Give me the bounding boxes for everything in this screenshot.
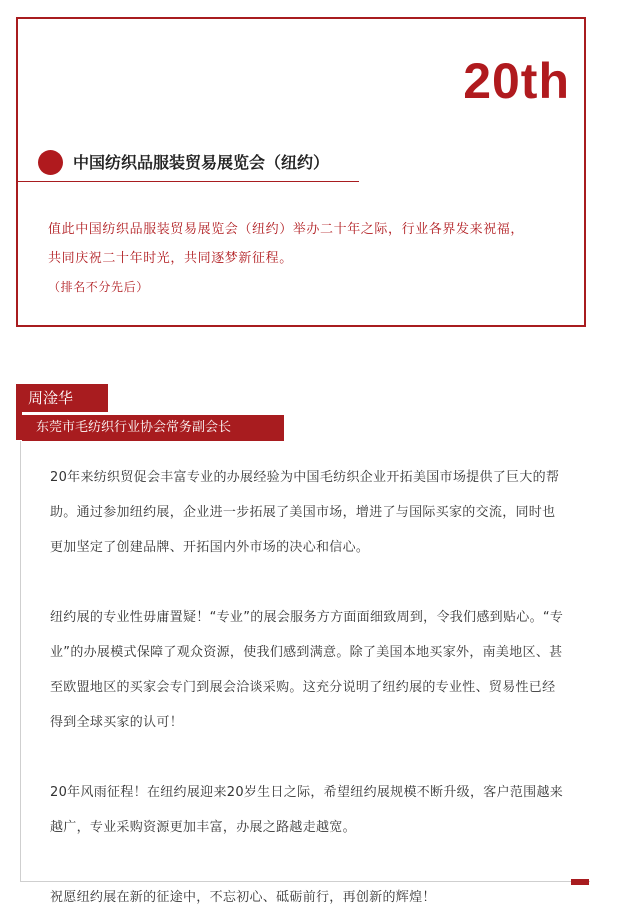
anniversary-badge: 20th <box>463 53 570 109</box>
message-paragraph: 祝愿纽约展在新的征途中，不忘初心、砥砺前行，再创新的辉煌！ <box>50 890 436 905</box>
intro-text <box>48 215 568 302</box>
person-title: 东莞市毛纺织行业协会常务副会长 <box>22 415 284 441</box>
message-paragraph: 纽约展的专业性毋庸置疑！“专业”的展会服务方方面面细致周到，令我们感到贴心。“专业”的办展模式保障了观众资源，使我们感到满意。除了美国本地买家外，南美地区、甚至欧盟地区的买家会专门到展会洽谈采购。这充分说明了纽约展的专业性、贸易性已经得到全球买家的认可！ <box>50 610 564 730</box>
expo-title: 中国纺织品服装贸易展览会（纽约） <box>73 153 330 172</box>
message-paragraph: 20年风雨征程！在纽约展迎来20岁生日之际，希望纽约展规模不断升级，客户范围越来越广，专业采购资源更加丰富，办展之路越走越宽。 <box>50 785 564 835</box>
intro-line-1: 值此中国纺织品服装贸易展览会（纽约）举办二十年之际，行业各界发来祝福， <box>48 222 525 237</box>
person-name: 周淦华 <box>22 384 108 412</box>
intro-card <box>16 17 586 327</box>
message-paragraph: 20年来纺织贸促会丰富专业的办展经验为中国毛纺织企业开拓美国市场提供了巨大的帮助。通过参加纽约展，企业进一步拓展了美国市场，增进了与国际买家的交流，同时也更加坚定了创建品牌、开拓国内外市场的决心和信心。 <box>50 470 560 555</box>
intro-line-2: 共同庆祝二十年时光，共同逐梦新征程。 <box>48 251 293 266</box>
corner-accent <box>571 879 589 885</box>
red-dot-icon <box>38 150 63 175</box>
intro-note: （排名不分先后） <box>48 280 149 294</box>
title-divider <box>18 181 359 182</box>
message-body <box>50 460 565 915</box>
